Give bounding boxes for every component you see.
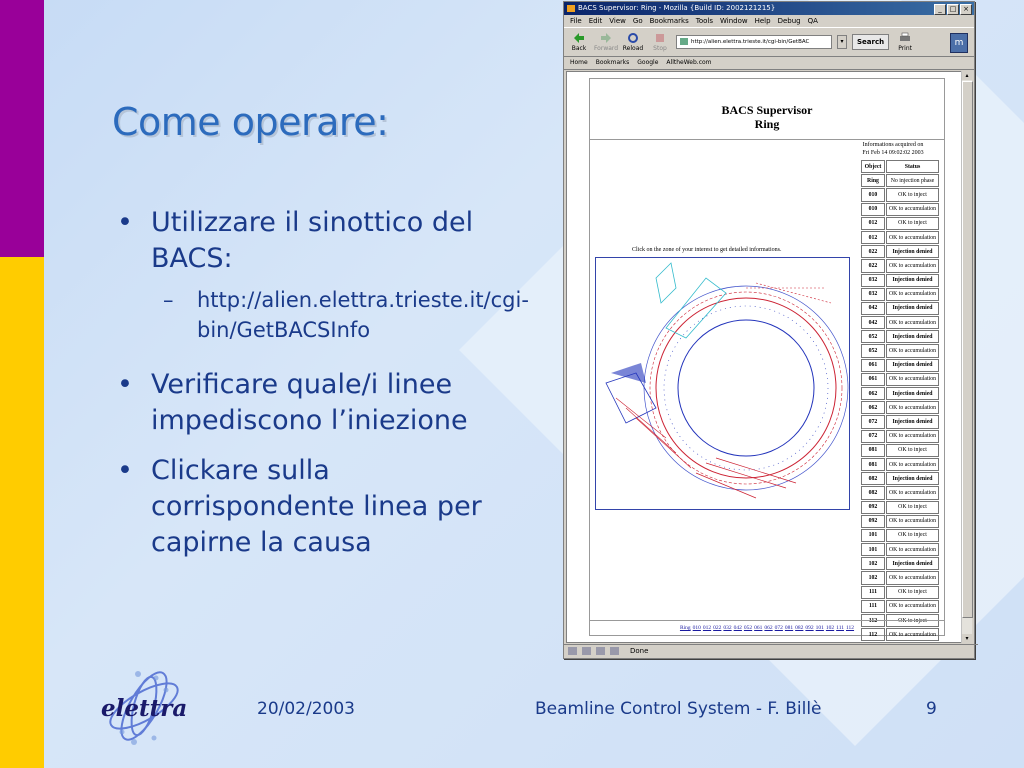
table-row[interactable] <box>861 444 939 457</box>
nav-link[interactable]: Ring <box>679 625 691 631</box>
accent-bar-yellow <box>0 257 44 768</box>
row-status: OK to accumulation <box>886 288 939 301</box>
ring-synoptic-drawing <box>596 258 849 509</box>
row-status: OK to accumulation <box>886 401 939 414</box>
row-status: OK to inject <box>886 188 939 201</box>
status-table <box>860 159 940 642</box>
row-object: 032 <box>861 274 885 287</box>
row-status: Injection denied <box>886 557 939 570</box>
row-status: OK to accumulation <box>886 628 939 641</box>
menu-tools[interactable]: Tools <box>695 17 713 25</box>
nav-link[interactable]: 111 <box>836 625 844 631</box>
table-row[interactable] <box>861 515 939 528</box>
menu-file[interactable]: File <box>570 17 582 25</box>
elettra-logo-text: elettra <box>101 695 188 722</box>
personal-toolbar <box>564 57 974 70</box>
row-object: Ring <box>861 174 885 187</box>
menu-debug[interactable]: Debug <box>777 17 801 25</box>
url-dropdown-button[interactable]: ▾ <box>837 35 847 49</box>
addressbook-icon[interactable] <box>610 647 619 655</box>
row-status: Injection denied <box>886 302 939 315</box>
header-object: Object <box>861 160 885 173</box>
acquired-date: Fri Feb 14 09:02:02 2003 <box>862 150 924 156</box>
nav-link[interactable]: 022 <box>713 625 722 631</box>
browser-titlebar <box>564 2 974 15</box>
row-object: 072 <box>861 430 885 443</box>
row-status: OK to accumulation <box>886 486 939 499</box>
reload-icon <box>627 32 639 44</box>
stop-icon <box>654 32 666 44</box>
row-status: OK to inject <box>886 614 939 627</box>
table-row[interactable] <box>861 288 939 301</box>
footer-title: Beamline Control System - F. Billè <box>535 699 822 719</box>
back-label: Back <box>571 45 587 52</box>
row-status: OK to accumulation <box>886 231 939 244</box>
mozilla-icon <box>567 5 575 12</box>
row-object: 042 <box>861 302 885 315</box>
nav-link[interactable]: 101 <box>815 625 824 631</box>
row-status: OK to accumulation <box>886 259 939 272</box>
row-status: Injection denied <box>886 472 939 485</box>
row-status: Injection denied <box>886 245 939 258</box>
close-button[interactable]: × <box>960 4 972 15</box>
row-status: OK to accumulation <box>886 458 939 471</box>
row-object: 052 <box>861 344 885 357</box>
menu-window[interactable]: Window <box>719 17 748 25</box>
table-row[interactable] <box>861 571 939 584</box>
table-row[interactable] <box>861 387 939 400</box>
row-status: OK to inject <box>886 501 939 514</box>
row-status: OK to inject <box>886 444 939 457</box>
acquired-label: Informations acquired on <box>862 142 924 148</box>
row-status: Injection denied <box>886 359 939 372</box>
row-object: 102 <box>861 571 885 584</box>
row-object: 010 <box>861 203 885 216</box>
nav-link[interactable]: 062 <box>764 625 773 631</box>
nav-link[interactable]: 010 <box>692 625 701 631</box>
nav-link[interactable]: 042 <box>733 625 742 631</box>
table-row[interactable] <box>861 543 939 556</box>
table-row[interactable] <box>861 415 939 428</box>
url-input[interactable]: http://alien.elettra.trieste.it/cgi-bin/GetBAC <box>676 35 832 49</box>
row-object: 101 <box>861 543 885 556</box>
header-status: Status <box>886 160 939 173</box>
table-row[interactable] <box>861 174 939 187</box>
acquisition-info <box>848 141 938 157</box>
bullet-1: • Utilizzare il sinottico del BACS: <box>113 205 533 277</box>
menu-help[interactable]: Help <box>754 17 771 25</box>
scroll-up-arrow-icon[interactable]: ▴ <box>962 71 972 80</box>
nav-link[interactable]: 082 <box>795 625 804 631</box>
back-arrow-icon <box>573 32 585 44</box>
row-object: 112 <box>861 628 885 641</box>
row-status: OK to accumulation <box>886 373 939 386</box>
scrollbar-thumb[interactable] <box>962 81 973 618</box>
nav-link[interactable]: 102 <box>825 625 835 631</box>
nav-link[interactable]: 032 <box>723 625 732 631</box>
table-row[interactable] <box>861 486 939 499</box>
row-object: 052 <box>861 330 885 343</box>
page-title <box>590 79 944 140</box>
row-status: OK to accumulation <box>886 571 939 584</box>
row-status: OK to accumulation <box>886 543 939 556</box>
forward-arrow-icon <box>600 32 612 44</box>
menu-bar <box>564 15 974 27</box>
nav-link[interactable]: 081 <box>784 625 794 631</box>
search-button[interactable]: Search <box>852 34 889 50</box>
row-object: 032 <box>861 288 885 301</box>
table-row[interactable] <box>861 373 939 386</box>
row-status: Injection denied <box>886 274 939 287</box>
table-row[interactable] <box>861 586 939 599</box>
row-status: Injection denied <box>886 387 939 400</box>
status-table-body <box>861 174 939 641</box>
table-row[interactable] <box>861 188 939 201</box>
row-object: 042 <box>861 316 885 329</box>
nav-link[interactable]: 061 <box>754 625 763 631</box>
row-object: 061 <box>861 373 885 386</box>
table-row[interactable] <box>861 217 939 230</box>
menu-qa[interactable]: QA <box>807 17 818 25</box>
row-status: OK to inject <box>886 529 939 542</box>
row-object: 062 <box>861 387 885 400</box>
row-status: OK to accumulation <box>886 344 939 357</box>
reload-button[interactable] <box>622 32 644 52</box>
table-row[interactable] <box>861 245 939 258</box>
table-row[interactable] <box>861 359 939 372</box>
table-row[interactable] <box>861 259 939 272</box>
row-object: 092 <box>861 501 885 514</box>
row-status: Injection denied <box>886 415 939 428</box>
print-button[interactable] <box>894 32 916 52</box>
table-row[interactable] <box>861 344 939 357</box>
personal-alltheweb[interactable]: AlltheWeb.com <box>666 59 712 66</box>
menu-bookmarks[interactable]: Bookmarks <box>649 17 689 25</box>
status-text: Done <box>630 647 649 655</box>
browser-title: BACS Supervisor: Ring - Mozilla {Build ID: 2002121215} <box>578 4 776 12</box>
row-object: 081 <box>861 458 885 471</box>
minimize-button[interactable]: _ <box>934 4 946 15</box>
row-status: OK to accumulation <box>886 203 939 216</box>
forward-button[interactable] <box>595 32 617 52</box>
row-object: 092 <box>861 515 885 528</box>
menu-go[interactable]: Go <box>632 17 643 25</box>
reload-label: Reload <box>622 45 644 52</box>
row-object: 101 <box>861 529 885 542</box>
navigator-icon[interactable] <box>568 647 577 655</box>
row-object: 010 <box>861 188 885 201</box>
bullet-2: • Verificare quale/i linee impediscono l’iniezione <box>113 367 533 439</box>
bacs-page <box>589 78 945 636</box>
table-row[interactable] <box>861 501 939 514</box>
row-status: OK to accumulation <box>886 600 939 613</box>
nav-link[interactable]: 072 <box>774 625 783 631</box>
row-object: 012 <box>861 231 885 244</box>
scroll-down-arrow-icon[interactable]: ▾ <box>962 634 972 643</box>
forward-label: Forward <box>593 45 619 52</box>
print-label: Print <box>898 45 913 52</box>
row-object: 022 <box>861 259 885 272</box>
row-object: 082 <box>861 472 885 485</box>
table-row[interactable] <box>861 557 939 570</box>
table-row[interactable] <box>861 274 939 287</box>
row-status: OK to inject <box>886 586 939 599</box>
footer-page-number: 9 <box>926 699 937 719</box>
beamline-nav-links <box>590 620 944 635</box>
stop-label: Stop <box>653 45 667 52</box>
row-object: 061 <box>861 359 885 372</box>
table-row[interactable] <box>861 600 939 613</box>
row-status: Injection denied <box>886 330 939 343</box>
personal-home[interactable]: Home <box>570 59 588 66</box>
nav-link[interactable]: 112 <box>846 625 855 631</box>
navigation-toolbar <box>564 27 974 57</box>
row-object: 012 <box>861 217 885 230</box>
mail-icon[interactable] <box>582 647 591 655</box>
row-object: 072 <box>861 415 885 428</box>
browser-window <box>563 1 975 659</box>
table-row[interactable] <box>861 316 939 329</box>
row-status: OK to inject <box>886 217 939 230</box>
footer-date: 20/02/2003 <box>257 699 355 719</box>
maximize-button[interactable]: □ <box>947 4 959 15</box>
table-row[interactable] <box>861 302 939 315</box>
nav-link[interactable]: 092 <box>805 625 814 631</box>
table-row[interactable] <box>861 458 939 471</box>
row-status: OK to accumulation <box>886 316 939 329</box>
menu-view[interactable]: View <box>609 17 626 25</box>
status-table-header <box>861 160 939 173</box>
personal-google[interactable]: Google <box>637 59 659 66</box>
composer-icon[interactable] <box>596 647 605 655</box>
row-status: OK to accumulation <box>886 515 939 528</box>
table-row[interactable] <box>861 430 939 443</box>
table-row[interactable] <box>861 330 939 343</box>
back-button[interactable] <box>568 32 590 52</box>
nav-link[interactable]: 052 <box>743 625 753 631</box>
stop-button[interactable] <box>649 32 671 52</box>
table-row[interactable] <box>861 472 939 485</box>
table-row[interactable] <box>861 401 939 414</box>
row-object: 111 <box>861 600 885 613</box>
row-object: 082 <box>861 486 885 499</box>
bullet-1-sub: – http://alien.elettra.trieste.it/cgi-bin/GetBACSInfo <box>113 285 533 345</box>
row-object: 062 <box>861 401 885 414</box>
table-row[interactable] <box>861 529 939 542</box>
ring-synoptic-map[interactable] <box>595 257 850 510</box>
personal-bookmarks[interactable]: Bookmarks <box>595 59 630 66</box>
page-viewport <box>566 71 964 643</box>
page-title-line1: BACS Supervisor <box>721 103 813 117</box>
nav-link[interactable]: 012 <box>702 625 712 631</box>
page-title-line2: Ring <box>754 117 780 131</box>
printer-icon <box>899 32 911 44</box>
mozilla-throbber-icon[interactable]: m <box>950 33 968 53</box>
click-instruction: Click on the zone of your interest to get detailed informations. <box>632 247 782 253</box>
slide-title: Come operare: <box>112 100 389 144</box>
table-row[interactable] <box>861 231 939 244</box>
row-status: No injection phase <box>886 174 939 187</box>
row-object: 022 <box>861 245 885 258</box>
bullet-3: • Clickare sulla corrispondente linea per capirne la causa <box>113 453 533 561</box>
row-status: OK to accumulation <box>886 430 939 443</box>
accent-bar-purple <box>0 0 44 257</box>
menu-edit[interactable]: Edit <box>588 17 603 25</box>
row-object: 111 <box>861 586 885 599</box>
vertical-scrollbar[interactable] <box>961 71 972 643</box>
row-object: 102 <box>861 557 885 570</box>
row-object: 081 <box>861 444 885 457</box>
table-row[interactable] <box>861 203 939 216</box>
bullet-list <box>113 205 533 575</box>
status-bar <box>564 644 978 658</box>
row-object: 112 <box>861 614 885 627</box>
